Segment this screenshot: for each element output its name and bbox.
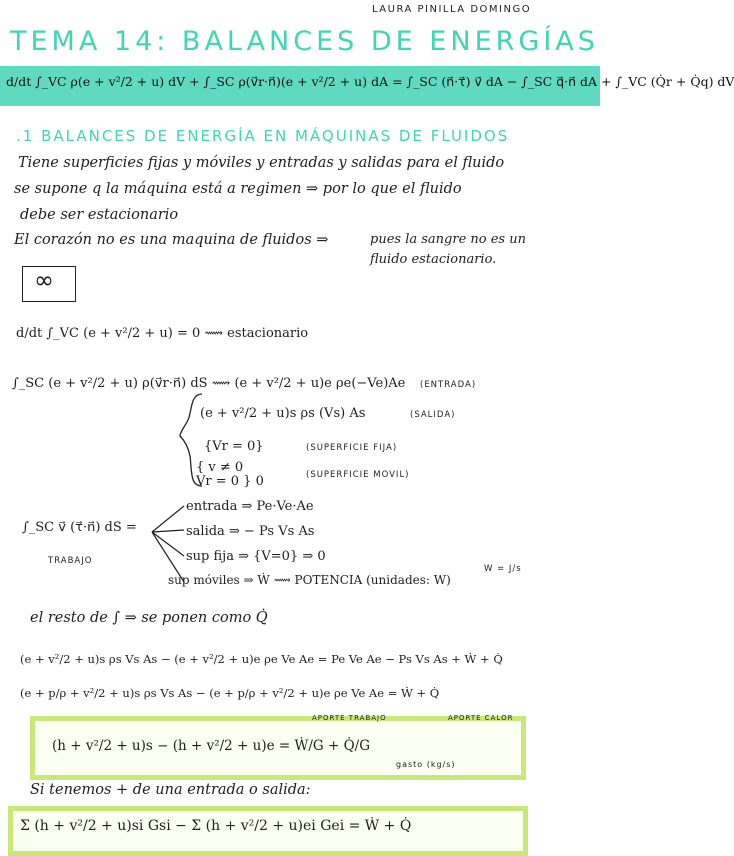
movil-term-a: { v ≠ 0	[196, 460, 244, 475]
salida-term: (e + v²/2 + u)s ρs (Vs) As	[200, 406, 366, 421]
aporte-trabajo-label: APORTE TRABAJO	[312, 714, 387, 722]
page-title: TEMA 14: BALANCES DE ENERGÍAS	[10, 26, 599, 57]
text-line-1: Tiene superficies fijas y móviles y entradas y salidas para el fluido	[18, 155, 505, 171]
main-equation: d/dt ∫_VC ρ(e + v²/2 + u) dV + ∫_SC ρ(v⃗r·n⃗)(e + v²/2 + u) dA = ∫_SC (n⃗·τ⃗) v⃗ dA − ∫_SC q⃗·n⃗ dA + ∫_VC (Q̇r + Q̇q) dV	[6, 74, 734, 89]
gasto-label: gasto (kg/s)	[396, 760, 456, 769]
work-case-entrada: entrada ⇒ Pe·Ve·Ae	[186, 499, 314, 514]
fija-term: {Vr = 0}	[204, 439, 264, 454]
boxed-equation-1: (h + v²/2 + u)s − (h + v²/2 + u)e = Ẇ/G + Q̇/G	[52, 738, 370, 754]
movil-label: (SUPERFICIE MOVIL)	[306, 470, 410, 480]
energy-equation-b: (e + p/ρ + v²/2 + u)s ρs Vs As − (e + p/ρ + v²/2 + u)e ρe Ve Ae = Ẇ + Q̇	[20, 686, 440, 700]
stationary-equation: d/dt ∫_VC (e + v²/2 + u) = 0 ⟿ estacionario	[16, 326, 309, 341]
entrada-label: (ENTRADA)	[420, 380, 477, 390]
work-integral: ∫_SC v⃗ (τ⃗·n⃗) dS =	[22, 520, 137, 535]
text-line-3: debe ser estacionario	[20, 207, 179, 223]
trabajo-label: TRABAJO	[48, 556, 93, 566]
text-line-4a: El corazón no es una maquina de fluidos ⇒	[14, 232, 329, 248]
fija-label: (SUPERFICIE FIJA)	[306, 443, 398, 453]
w-units-note: W = J/s	[484, 564, 522, 574]
surface-integral: ∫_SC (e + v²/2 + u) ρ(v⃗r·n⃗) dS ⟿ (e + v²/2 + u)e ρe(−Ve)Ae	[12, 376, 406, 391]
text-line-4b: pues la sangre no es un	[370, 232, 526, 247]
salida-label: (SALIDA)	[410, 410, 456, 420]
resto-line: el resto de ∫ ⇒ se ponen como Q̇	[30, 610, 268, 626]
work-case-salida: salida ⇒ − Ps Vs As	[186, 524, 315, 539]
work-case-movil: sup móviles ⇒ Ẇ ⟿ POTENCIA (unidades: W)	[168, 573, 451, 587]
energy-equation-a: (e + v²/2 + u)s ρs Vs As − (e + v²/2 + u)e ρe Ve Ae = Pe Ve Ae − Ps Vs As + Ẇ + Q̇	[20, 652, 503, 666]
infinity-icon: ∞	[34, 266, 54, 294]
author-name: LAURA PINILLA DOMINGO	[372, 4, 532, 15]
aporte-calor-label: APORTE CALOR	[448, 714, 514, 722]
movil-term-b: Vr = 0 } 0	[196, 474, 264, 489]
work-case-fija: sup fija ⇒ {V=0} ⇒ 0	[186, 549, 326, 564]
section-title: .1 BALANCES DE ENERGÍA EN MÁQUINAS DE FLUIDOS	[16, 127, 510, 145]
boxed-equation-2: Σ (h + v²/2 + u)si Gsi − Σ (h + v²/2 + u)ei Gei = Ẇ + Q̇	[20, 818, 412, 834]
text-line-2: se supone q la máquina está a regimen ⇒ por lo que el fluido	[14, 181, 462, 197]
text-line-5: fluido estacionario.	[370, 252, 497, 267]
multi-entry-line: Si tenemos + de una entrada o salida:	[30, 782, 311, 798]
